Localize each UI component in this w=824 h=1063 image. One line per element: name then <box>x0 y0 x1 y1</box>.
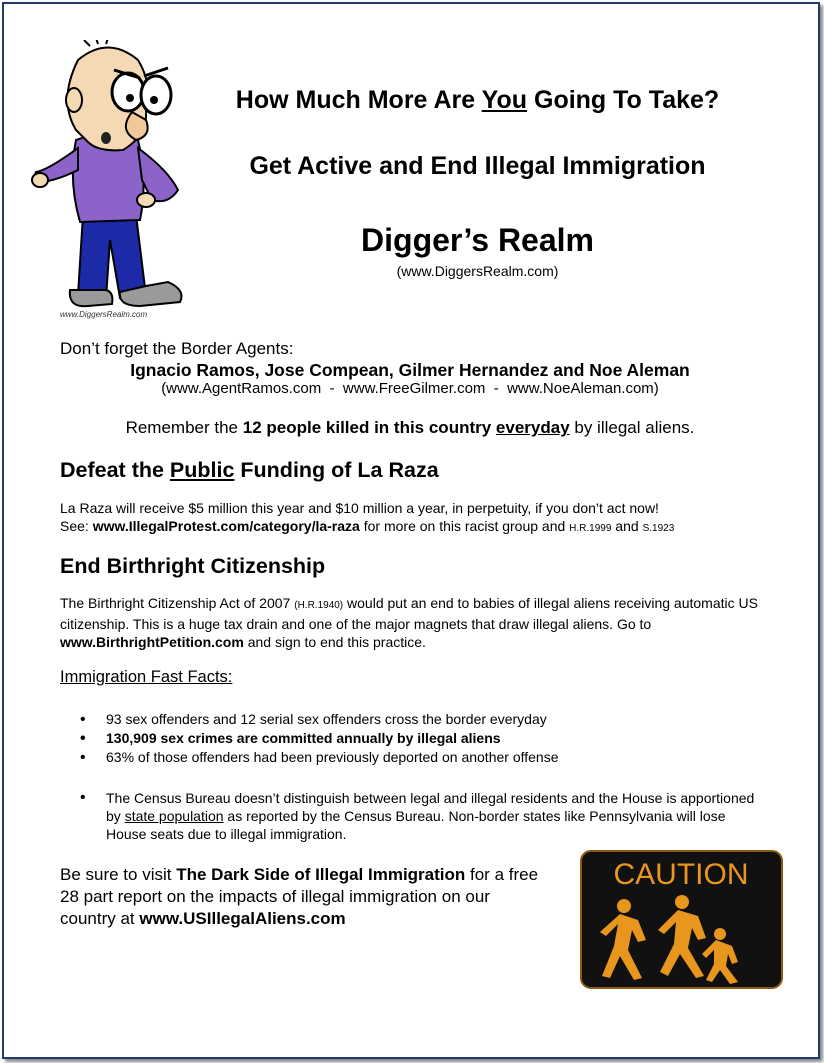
site-url: (www.DiggersRealm.com) <box>396 263 559 279</box>
list-item: • 93 sex offenders and 12 serial sex offenders cross the border everyday <box>106 710 806 729</box>
remember-statement: Remember the 12 people killed in this country everyday by illegal aliens. <box>125 418 695 437</box>
birthright-paragraph: The Birthright Citizenship Act of 2007 (H.R.1940) would put an end to babies of illegal aliens receiving automatic US citizenship. This is a huge tax drain and one of the major magnets that draw illegal aliens. Go to www.BirthrightPetition.com and sign to end this practice. <box>60 595 758 650</box>
border-agents-sites: (www.AgentRamos.com - www.FreeGilmer.com - www.NoeAleman.com) <box>161 380 659 397</box>
la-raza-link: www.IllegalProtest.com/category/la-raza <box>92 518 360 534</box>
mascot-caption: www.DiggersRealm.com <box>60 310 148 319</box>
list-item: • 130,909 sex crimes are committed annually by illegal aliens <box>106 729 806 748</box>
visit-link: www.USIllegalAliens.com <box>139 909 346 928</box>
headline-call-to-action: Get Active and End Illegal Immigration <box>249 152 706 180</box>
fast-facts-list <box>60 710 806 767</box>
caution-sign-image <box>580 850 783 989</box>
caution-label: CAUTION <box>613 858 749 891</box>
cartoon-mascot-image <box>28 40 188 325</box>
census-fact: • The Census Bureau doesn’t distinguish between legal and illegal residents and the House is apportioned by state population as reported by the Census Bureau. Non-border states like Pennsylvania will lose House seats due to illegal immigration. <box>106 789 766 843</box>
fast-facts-heading: Immigration Fast Facts: <box>60 668 233 686</box>
birthright-link: www.BirthrightPetition.com <box>60 634 244 650</box>
la-raza-paragraph: La Raza will receive $5 million this year and $10 million a year, in perpetuity, if you don’t act now! See: www.IllegalProtest.com/category/la-raza for more on this racist group and H.R.1999 and S.1923 <box>60 500 675 534</box>
list-item: • 63% of those offenders had been previously deported on another offense <box>106 748 806 767</box>
visit-paragraph: Be sure to visit The Dark Side of Illegal Immigration for a free 28 part report on the impacts of illegal immigration on our country at www.USIllegalAliens.com <box>60 865 539 928</box>
la-raza-heading: Defeat the Public Funding of La Raza <box>60 458 439 482</box>
border-agents-intro: Don’t forget the Border Agents: <box>60 339 294 358</box>
border-agents-names: Ignacio Ramos, Jose Compean, Gilmer Hernandez and Noe Aleman <box>130 360 690 380</box>
site-title: Digger’s Realm <box>361 222 594 258</box>
headline-question: How Much More Are You Going To Take? <box>235 86 720 114</box>
birthright-heading: End Birthright Citizenship <box>60 554 326 578</box>
headline-emphasis: You <box>481 86 528 114</box>
